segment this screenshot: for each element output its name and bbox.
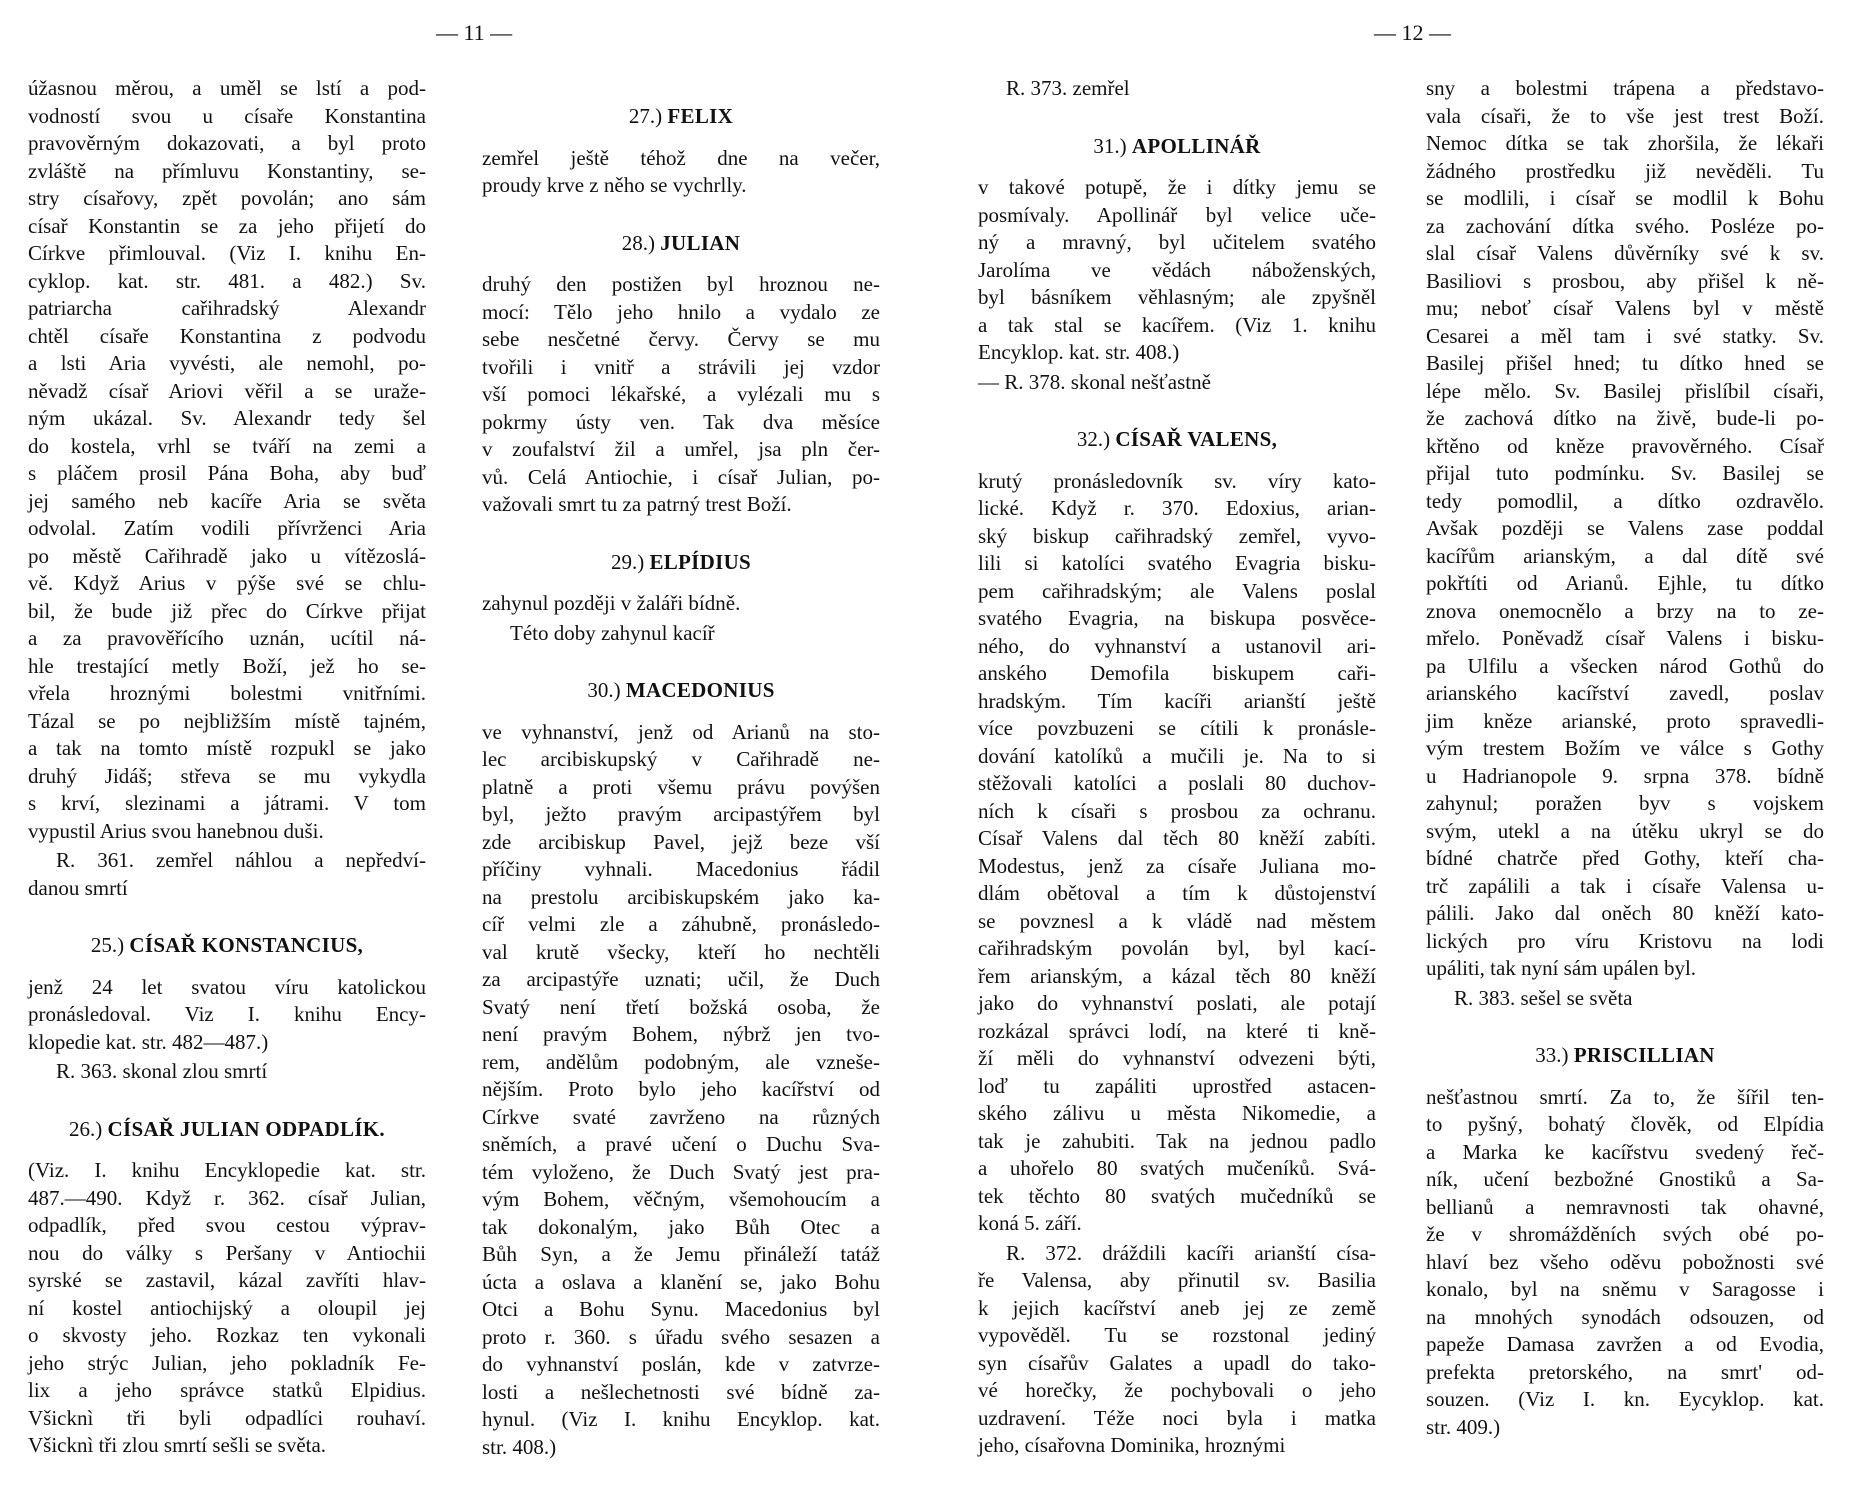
paragraph [978,369,1376,397]
text-line: dování katolíků a mučili je. Na to si [978,743,1376,768]
text-line: 487.—490. Když r. 362. císař Julian, [28,1185,426,1210]
text-line: proto r. 360. s úřadu svého sesazen a [482,1324,880,1349]
text-line: jeho, císařovna Dominika, hroznými [978,1433,1286,1457]
text-line: cařihradským povolán byl, byl kací- [978,936,1376,960]
text-line: vé horečky, že pochybovali o jeho [978,1378,1376,1402]
text-line: svým, utekl a na útěku ukryl se do [1426,818,1824,843]
text-line: druhý den postižen byl hroznou ne- [482,272,880,296]
text-line: lépe mělo. Sv. Basilej přislíbil císaři, [1426,378,1824,403]
section-heading [482,230,880,258]
text-line: lických pro víru Kristovu na lodi [1426,928,1824,953]
section-heading [978,426,1376,454]
text-line: papeže Damasa zavržen a od Evodia, [1426,1332,1824,1356]
text-line: a uhořelo 80 svatých mučeníků. Svá- [978,1156,1376,1180]
text-line: lili si katolíci svatého Evagria bisku- [978,551,1376,575]
text-line: s krví, slezinami a játrami. V tom [28,791,426,815]
text-line: mřelo. Poněvadž císař Valens i bisku- [1426,626,1824,650]
text-line: syn císařův Galates a upadl do tako- [978,1350,1376,1375]
text-line: hle trestající metly Boží, jež ho se- [28,653,426,678]
text-line: zvláště na přímluvu Konstantiny, se- [28,158,426,183]
text-line: Otci a Bohu Synu. Macedonius byl [482,1297,880,1321]
text-line: arianského kacířství zavedl, poslav [1426,681,1824,705]
text-line: odpadlík, před svou cestou výprav- [28,1213,426,1237]
text-line: upáliti, tak nyní sám upálen byl. [1426,956,1697,980]
paragraph [978,75,1376,103]
text-line: druhý Jidáš; střeva se mu vykydla [28,763,426,788]
text-line: vým Bohem, věčným, všemohoucím a [482,1187,880,1211]
text-line: souzen. (Viz I. kn. Eycyklop. kat. [1426,1387,1824,1411]
text-line: Bůh Syn, a že Jemu přináleží tatáž [482,1242,880,1266]
text-line: vší pomoci lékařské, a vylézali mu s [482,382,880,406]
text-line: syrské se zastavil, kázal zavříti hlav- [28,1268,426,1292]
text-line: jej samého neb kacíře Aria se světa [28,488,426,513]
text-line: ný a mravný, byl učitelem svatého [978,230,1376,254]
text-line: koná 5. září. [978,1211,1082,1235]
text-line: Cesarei a měl tam i své statky. Sv. [1426,323,1824,348]
text-line: zde arcibiskup Pavel, jejž beze vší [482,829,880,854]
section-number: 27.) [628,104,663,128]
text-line: tak je zahubiti. Tak na jednou padlo [978,1128,1376,1153]
paragraph [28,847,426,902]
text-line: něvadž císař Ariovi věřil a se uraže- [28,378,426,403]
paragraph [482,590,880,618]
text-line: vala císaři, že to vše jest trest Boží. [1426,103,1824,128]
section-heading [482,677,880,705]
text-line: o skvosty jeho. Rozkaz ten vykonali [28,1323,426,1347]
text-line: vřela hroznými bolestmi vnitřními. [28,681,426,705]
text-line: a Marka ke kacířstvu svedený řeč- [1426,1139,1824,1164]
column-4 [1426,75,1824,1443]
text-line: cyklop. kat. str. 481. a 482.) Sv. [28,268,426,293]
text-line: Encyklop. kat. str. 408.) [978,340,1180,364]
text-line: — R. 378. skonal nešťastně [978,369,1211,394]
text-line: str. 409.) [1426,1414,1501,1439]
text-line: ského zálivu u města Nikomedie, a [978,1101,1376,1125]
text-line: a za pravověřícího uznán, ucítil ná- [28,626,426,650]
paragraph [28,1157,426,1460]
text-line: R. 363. skonal zlou smrtí [56,1059,268,1083]
text-line: více povzbuzeni se cítili k pronásle- [978,716,1376,740]
paragraph [28,1058,426,1086]
text-line: rem, andělům podobným, ale vzneše- [482,1049,880,1074]
text-line: tém vyloženo, že Duch Svatý jest pra- [482,1159,880,1184]
page-number-right: — 12 — [1374,20,1451,45]
text-line: Jarolíma ve vědách náboženských, [978,257,1376,282]
section-number: 25.) [90,933,125,957]
text-line: ží měli do vyhnanství odvezeni býti, [978,1046,1376,1070]
text-line: odvolal. Zatím vodili přívrženci Aria [28,516,426,540]
section-heading [1426,1042,1824,1070]
text-line: že v shromážděních svých obé po- [1426,1222,1824,1246]
text-line: sny a bolestmi trápena a představo- [1426,76,1824,100]
text-line: byl, ježto pravým arcipastýřem byl [482,802,880,826]
text-line: řem arianským, a kázal těch 80 kněží [978,963,1376,988]
text-line: s pláčem prosil Pána Boha, aby buď [28,461,426,485]
section-title: ELPÍDIUS [649,549,752,574]
text-line: prefekta pretorského, na smrt' od- [1426,1359,1824,1384]
text-line: Této doby zahynul kacíř [510,620,715,645]
text-line: ve vyhnanství, jenž od Arianů na sto- [482,719,880,744]
text-line: val krutě všecky, kteří ho nechtěli [482,939,880,964]
text-line: u Hadrianopole 9. srpna 378. bídně [1426,763,1824,788]
text-line: se modlili, i císař se modlil k Bohu [1426,186,1824,210]
text-line: trč zapálili a tak i císaře Valensa u- [1426,873,1824,898]
text-line: pokrmy ústy ven. Tak dva měsíce [482,409,880,434]
text-line: lec arcibiskupský v Cařihradě ne- [482,747,880,771]
section-title: JULIAN [660,230,741,255]
text-line: ře Valensa, aby přinutil sv. Basilia [978,1268,1376,1292]
column-3 [978,75,1376,1462]
paragraph [28,75,426,845]
text-line: bídné chatrče před Gothy, kteří cha- [1426,846,1824,870]
text-line: vě. Když Arius v pýše své se chlu- [28,571,426,595]
paragraph [482,271,880,519]
paragraph [978,174,1376,367]
text-line: Všicknì tři zlou smrtí sešli se světa. [28,1433,327,1457]
text-line: Svatý není třetí božská osoba, že [482,994,880,1019]
text-line: do kostela, vrhl se tváří na zemi a [28,433,426,458]
text-line: nou do války s Peršany v Antiochii [28,1240,426,1265]
text-line: R. 372. dráždili kacíři arianští císa- [1006,1240,1376,1265]
text-line: Nemoc dítka se tak zhoršila, že lékaři [1426,131,1824,155]
text-line: konalo, byl na sněmu v Saragosse i [1426,1277,1824,1301]
column-2 [482,75,880,1463]
section-title: APOLLINÁŘ [1131,133,1261,158]
text-line: Basiliovi s prosbou, aby přišel k ně- [1426,268,1824,293]
text-line: mu; neboť císař Valens byl v městě [1426,296,1824,320]
text-line: tak dokonalým, jako Bůh Otec a [482,1214,880,1239]
text-line: pokřtíti od Arianů. Ejhle, tu dítko [1426,571,1824,595]
text-line: Císař Valens dal těch 80 kněží zabíti. [978,826,1376,850]
text-line: ným ukázal. Sv. Alexandr tedy šel [28,406,426,430]
text-line: pálili. Jako dal oněch 80 kněží kato- [1426,901,1824,925]
text-line: proudy krve z něho se vychrlly. [482,173,747,197]
paragraph [482,620,880,648]
text-line: R. 383. sešel se světa [1454,985,1633,1010]
text-line: cíř velmi zle a záhubně, pronásledo- [482,912,880,936]
text-line: str. 408.) [482,1434,557,1459]
text-line: Církve svaté zavrženo na různých [482,1104,880,1129]
paragraph [28,974,426,1057]
text-line: ních k císaři s prosbou za ochranu. [978,798,1376,823]
text-line: do vyhnanství poslán, kde v zatvrze- [482,1352,880,1376]
paragraph [482,719,880,1462]
section-heading [28,932,426,960]
paragraph [978,468,1376,1238]
text-line: za zachování dítka svého. Posléze po- [1426,213,1824,238]
text-line: stěžovali katolíci a poslali 80 duchov- [978,771,1376,795]
text-line: Církve přimlouval. (Viz I. knihu En- [28,241,426,265]
section-title: CÍSAŘ KONSTANCIUS, [129,933,364,957]
text-line: vypověděl. Tu se rozstonal jediný [978,1323,1376,1347]
text-line: na prestolu arcibiskupském jako ka- [482,884,880,909]
text-line: svatého Evagria, na biskupa posvěce- [978,606,1376,630]
text-line: zahynul později v žaláři bídně. [482,591,741,615]
text-line: vypustil Arius svou hanebnou duši. [28,818,324,843]
text-line: žádného prostředku již nevěděli. Tu [1426,158,1824,183]
text-line: pronásledoval. Viz I. knihu Ency- [28,1002,426,1026]
text-line: vým trestem Božím ve válce s Gothy [1426,736,1824,760]
text-line: zemřel ještě téhož dne na večer, [482,145,880,170]
section-number: 28.) [621,230,655,255]
text-line: jim kněze arianské, proto spravedli- [1426,708,1824,733]
paragraph [482,145,880,200]
text-line: přijal tuto podmínku. Sv. Basilej se [1426,461,1824,485]
text-line: pem cařihradským; ale Valens poslal [978,578,1376,603]
text-line: kacířům arianským, a dal dítě své [1426,543,1824,568]
paragraph [1426,1084,1824,1442]
text-line: loď tu zapáliti uprostřed astacen- [978,1073,1376,1098]
section-number: 29.) [610,549,645,574]
text-line: jenž 24 let svatou víru katolickou [28,974,426,999]
text-line: zahynul; poražen byv s vojskem [1426,791,1824,815]
text-line: Avšak později se Valens zase poddal [1426,516,1824,540]
text-line: stry císařovy, zpět povolán; ano sám [28,186,426,210]
text-line: a lsti Aria vyvésti, ale nemohl, po- [28,351,426,375]
text-line: Basilej přišel hned; tu dítko hned se [1426,351,1824,375]
text-line: nějším. Proto bylo jeho kacířství od [482,1077,880,1101]
text-line: jeho strýc Julian, jeho pokladník Fe- [28,1350,426,1375]
text-line: tek těchto 80 svatých mučedníků se [978,1183,1376,1208]
text-line: byl básníkem věhlasným; ale zpyšněl [978,285,1376,309]
text-line: pravověrným dokazovati, a byl proto [28,131,426,155]
text-line: pa Ulfilu a všecken národ Gothů do [1426,653,1824,678]
paragraph [978,1240,1376,1460]
text-line: příčiny vyhnali. Macedonius řádil [482,857,880,881]
section-title: CÍSAŘ JULIAN ODPADLÍK. [107,1116,385,1141]
text-line: není pravým Bohem, nýbrž jen tvo- [482,1022,880,1046]
text-line: úžasnou měrou, a uměl se lstí a pod- [28,76,426,100]
section-heading [482,549,880,577]
text-line: klopedie kat. str. 482—487.) [28,1029,269,1054]
section-number: 26.) [69,1116,103,1141]
text-line: rozkázal správci lodí, na které ti kně- [978,1018,1376,1043]
text-line: tvořili i vnitř a strávili jej vzdor [482,354,880,379]
text-line: ného, do vyhnanství a ustanovil ari- [978,633,1376,658]
text-line: za arcipastýře uznati; učil, že Duch [482,967,880,991]
text-line: Modestus, jenž za císaře Juliana mo- [978,853,1376,878]
text-line: lix a jeho správce statků Elpidius. [28,1378,426,1402]
text-line: po městě Cařihradě jako u vítězoslá- [28,543,426,568]
text-line: Tázal se po nejbližším místě tajném, [28,708,426,733]
text-line: že zachová dítko na živě, bude-li po- [1426,406,1824,430]
text-line: v zoufalství žil a umřel, jsa pln čer- [482,437,880,461]
text-line: dlám obětoval a tím k důstojenství [978,881,1376,905]
text-line: anského Demofila biskupem caři- [978,661,1376,685]
text-line: jako do vyhnanství poslati, ale potají [978,991,1376,1015]
section-number: 31.) [1093,133,1127,158]
paragraph [1426,75,1824,983]
text-line: danou smrtí [28,875,128,900]
text-line: sebe nesčetné červy. Červy se mu [482,327,880,351]
text-line: platně a proti všemu právu povýšen [482,774,880,799]
text-line: k jejich kacířství aneb jej ze země [978,1295,1376,1320]
text-line: hradským. Tím kacíři arianští ještě [978,688,1376,713]
paragraph [1426,985,1824,1013]
text-line: slal císař Valens důvěrníky své k sv. [1426,241,1824,265]
text-line: to pyšný, bohatý člověk, od Elpídia [1426,1112,1824,1136]
text-line: a tak stal se kacířem. (Viz 1. knihu [978,312,1376,337]
text-line: losti a nešlechetnosti své bídně za- [482,1379,880,1404]
text-line: uzdravení. Téže noci byla i matka [978,1405,1376,1430]
text-line: na mnohých synodách odsouzen, od [1426,1304,1824,1329]
section-title: FELIX [667,104,734,128]
text-line: posmívaly. Apollinář byl velice uče- [978,202,1376,227]
text-line: važovali smrt tu za patrný trest Boží. [482,492,792,516]
text-line: tedy pomodlil, a dítko ozdravělo. [1426,488,1824,513]
text-line: chtěl císaře Konstantina z podvodu [28,323,426,348]
section-title: MACEDONIUS [625,678,775,702]
text-line: se povznesl a k vládě nad městem [978,908,1376,933]
column-1 [28,75,426,1462]
text-line: hlaví bez všeho oděvu pobožnosti své [1426,1249,1824,1274]
text-line: úcta a oslava a klanění se, jako Bohu [482,1269,880,1294]
section-title: CÍSAŘ VALENS, [1115,427,1278,451]
text-line: sněmích, a pravé učení o Duchu Sva- [482,1132,880,1156]
text-line: ní kostel antiochijský a oloupil jej [28,1295,426,1320]
text-line: a tak na tomto místě rozpukl se jako [28,736,426,760]
text-line: bil, že bude již přec do Církve přijat [28,598,426,623]
section-title: PRISCILLIAN [1573,1043,1715,1067]
text-line: lické. Když r. 370. Edoxius, arian- [978,496,1376,520]
text-line: bellianů a nemravnosti tak ohavné, [1426,1194,1824,1219]
text-line: krutý pronásledovník sv. víry kato- [978,468,1376,493]
text-line: znova onemocnělo a brzy na to ze- [1426,598,1824,623]
section-number: 32.) [1076,427,1111,451]
text-line: R. 361. zemřel náhlou a nepředví- [56,848,426,872]
text-line: patriarcha cařihradský Alexandr [28,296,426,320]
text-line: hynul. (Viz I. knihu Encyklop. kat. [482,1407,880,1431]
section-heading [28,1116,426,1144]
text-line: ník, učení bezbožné Gnostiků a Sa- [1426,1167,1824,1191]
text-line: nešťastnou smrtí. Za to, že šířil ten- [1426,1084,1824,1109]
text-line: mocí: Tělo jeho hnilo a vydalo ze [482,299,880,324]
section-heading [978,133,1376,161]
section-heading [482,103,880,131]
text-line: ský biskup cařihradský zemřel, vyvo- [978,523,1376,548]
text-line: vů. Celá Antiochie, i císař Julian, po- [482,464,880,489]
text-line: křtěno od kněze pravověrného. Císař [1426,433,1824,458]
text-line: v takové potupě, že i dítky jemu se [978,175,1376,199]
text-line: vodností svou u císaře Konstantina [28,103,426,128]
text-line: R. 373. zemřel [1006,76,1130,100]
text-line: (Viz. I. knihu Encyklopedie kat. str. [28,1158,426,1182]
text-line: Všicknì tři byli odpadlíci rouhaví. [28,1405,426,1430]
page-number-left: — 11 — [436,20,513,45]
section-number: 33.) [1535,1043,1569,1067]
text-line: císař Konstantin se za jeho přijetí do [28,213,426,238]
section-number: 30.) [587,678,621,702]
